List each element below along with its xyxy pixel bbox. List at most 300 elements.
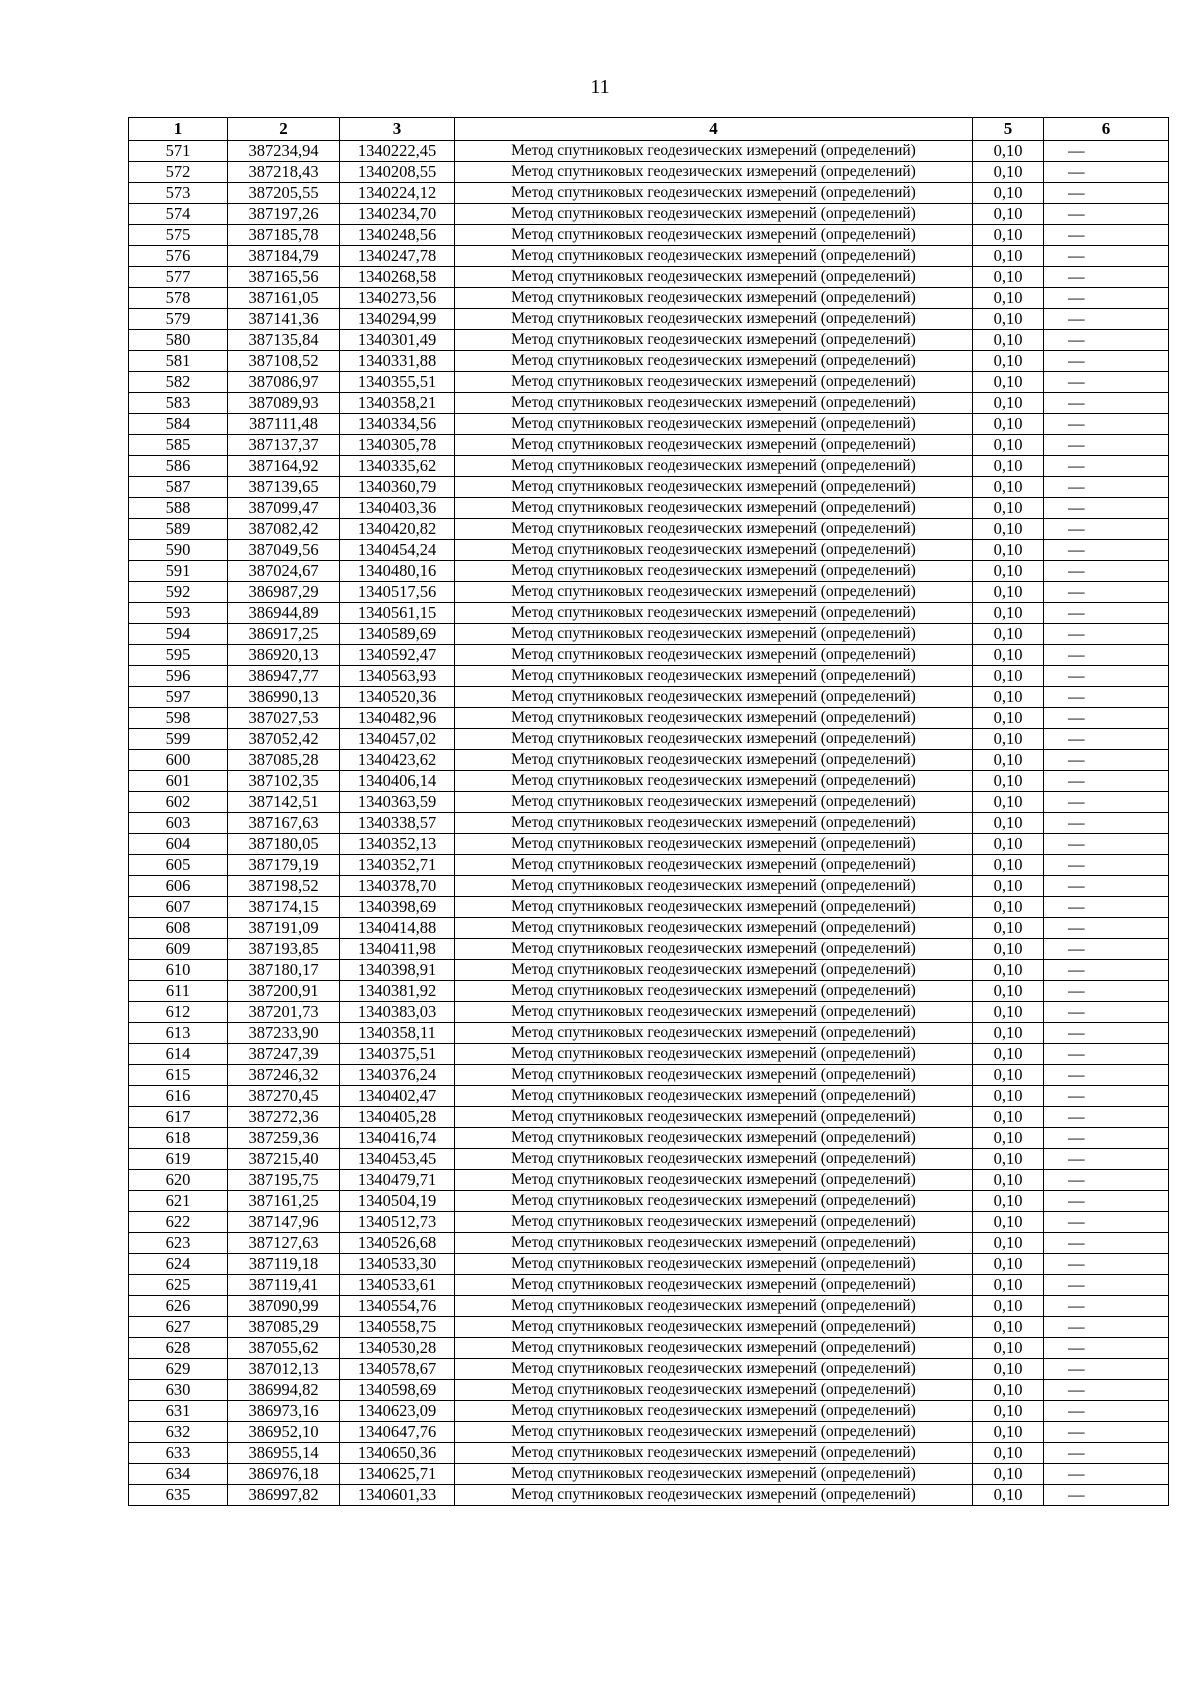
y-coordinate-cell: 1340398,91 [340,960,455,981]
method-cell: Метод спутниковых геодезических измерений (определений) [455,981,973,1002]
point-number-cell: 604 [129,834,228,855]
method-cell: Метод спутниковых геодезических измерений (определений) [455,1401,973,1422]
x-coordinate-cell: 387137,37 [228,435,340,456]
description-cell: — [1044,414,1169,435]
method-cell: Метод спутниковых геодезических измерений (определений) [455,456,973,477]
description-cell: — [1044,1464,1169,1485]
method-cell: Метод спутниковых геодезических измерений (определений) [455,414,973,435]
description-cell: — [1044,792,1169,813]
table-row [129,435,1169,456]
accuracy-cell: 0,10 [973,519,1044,540]
y-coordinate-cell: 1340420,82 [340,519,455,540]
method-cell: Метод спутниковых геодезических измерений (определений) [455,519,973,540]
y-coordinate-cell: 1340376,24 [340,1065,455,1086]
table-row [129,960,1169,981]
description-cell: — [1044,309,1169,330]
table-row [129,477,1169,498]
x-coordinate-cell: 387270,45 [228,1086,340,1107]
point-number-cell: 579 [129,309,228,330]
accuracy-cell: 0,10 [973,1464,1044,1485]
description-cell: — [1044,1443,1169,1464]
point-number-cell: 595 [129,645,228,666]
x-coordinate-cell: 387055,62 [228,1338,340,1359]
description-cell: — [1044,708,1169,729]
x-coordinate-cell: 387085,28 [228,750,340,771]
y-coordinate-cell: 1340530,28 [340,1338,455,1359]
point-number-cell: 615 [129,1065,228,1086]
table-row [129,855,1169,876]
point-number-cell: 619 [129,1149,228,1170]
y-coordinate-cell: 1340533,61 [340,1275,455,1296]
y-coordinate-cell: 1340411,98 [340,939,455,960]
method-cell: Метод спутниковых геодезических измерений (определений) [455,225,973,246]
accuracy-cell: 0,10 [973,1044,1044,1065]
method-cell: Метод спутниковых геодезических измерений (определений) [455,687,973,708]
x-coordinate-cell: 387108,52 [228,351,340,372]
accuracy-cell: 0,10 [973,540,1044,561]
table-row [129,1317,1169,1338]
accuracy-cell: 0,10 [973,1422,1044,1443]
accuracy-cell: 0,10 [973,918,1044,939]
x-coordinate-cell: 387052,42 [228,729,340,750]
accuracy-cell: 0,10 [973,813,1044,834]
accuracy-cell: 0,10 [973,1275,1044,1296]
point-number-cell: 582 [129,372,228,393]
table-row [129,876,1169,897]
table-row [129,1023,1169,1044]
accuracy-cell: 0,10 [973,498,1044,519]
y-coordinate-cell: 1340406,14 [340,771,455,792]
x-coordinate-cell: 387127,63 [228,1233,340,1254]
x-coordinate-cell: 386917,25 [228,624,340,645]
table-row [129,1065,1169,1086]
table-header-row [129,118,1169,141]
x-coordinate-cell: 387139,65 [228,477,340,498]
table-row [129,330,1169,351]
y-coordinate-cell: 1340355,51 [340,372,455,393]
x-coordinate-cell: 387119,18 [228,1254,340,1275]
description-cell: — [1044,1002,1169,1023]
description-cell: — [1044,876,1169,897]
table-row [129,750,1169,771]
y-coordinate-cell: 1340381,92 [340,981,455,1002]
x-coordinate-cell: 387141,36 [228,309,340,330]
y-coordinate-cell: 1340558,75 [340,1317,455,1338]
x-coordinate-cell: 387201,73 [228,1002,340,1023]
method-cell: Метод спутниковых геодезических измерений (определений) [455,1191,973,1212]
x-coordinate-cell: 387161,05 [228,288,340,309]
description-cell: — [1044,540,1169,561]
method-cell: Метод спутниковых геодезических измерений (определений) [455,939,973,960]
description-cell: — [1044,1170,1169,1191]
method-cell: Метод спутниковых геодезических измерений (определений) [455,792,973,813]
method-cell: Метод спутниковых геодезических измерений (определений) [455,834,973,855]
method-cell: Метод спутниковых геодезических измерений (определений) [455,183,973,204]
y-coordinate-cell: 1340647,76 [340,1422,455,1443]
point-number-cell: 578 [129,288,228,309]
y-coordinate-cell: 1340363,59 [340,792,455,813]
table-row [129,372,1169,393]
table-row [129,834,1169,855]
y-coordinate-cell: 1340561,15 [340,603,455,624]
table-row [129,351,1169,372]
accuracy-cell: 0,10 [973,225,1044,246]
y-coordinate-cell: 1340383,03 [340,1002,455,1023]
x-coordinate-cell: 387198,52 [228,876,340,897]
x-coordinate-cell: 387147,96 [228,1212,340,1233]
point-number-cell: 591 [129,561,228,582]
table-row [129,540,1169,561]
table-row [129,1296,1169,1317]
x-coordinate-cell: 387111,48 [228,414,340,435]
point-number-cell: 612 [129,1002,228,1023]
method-cell: Метод спутниковых геодезических измерений (определений) [455,666,973,687]
accuracy-cell: 0,10 [973,666,1044,687]
table-row [129,666,1169,687]
column-header-3: 3 [340,118,455,141]
x-coordinate-cell: 387174,15 [228,897,340,918]
accuracy-cell: 0,10 [973,1443,1044,1464]
y-coordinate-cell: 1340402,47 [340,1086,455,1107]
accuracy-cell: 0,10 [973,183,1044,204]
y-coordinate-cell: 1340479,71 [340,1170,455,1191]
y-coordinate-cell: 1340480,16 [340,561,455,582]
table-row [129,1149,1169,1170]
method-cell: Метод спутниковых геодезических измерений (определений) [455,1002,973,1023]
table-row [129,624,1169,645]
page-number: 11 [590,76,610,98]
accuracy-cell: 0,10 [973,834,1044,855]
y-coordinate-cell: 1340273,56 [340,288,455,309]
x-coordinate-cell: 387272,36 [228,1107,340,1128]
accuracy-cell: 0,10 [973,1380,1044,1401]
accuracy-cell: 0,10 [973,603,1044,624]
point-number-cell: 584 [129,414,228,435]
y-coordinate-cell: 1340208,55 [340,162,455,183]
method-cell: Метод спутниковых геодезических измерений (определений) [455,1338,973,1359]
x-coordinate-cell: 386987,29 [228,582,340,603]
point-number-cell: 620 [129,1170,228,1191]
point-number-cell: 573 [129,183,228,204]
description-cell: — [1044,351,1169,372]
point-number-cell: 631 [129,1401,228,1422]
method-cell: Метод спутниковых геодезических измерений (определений) [455,1422,973,1443]
point-number-cell: 605 [129,855,228,876]
description-cell: — [1044,603,1169,624]
method-cell: Метод спутниковых геодезических измерений (определений) [455,288,973,309]
description-cell: — [1044,1359,1169,1380]
x-coordinate-cell: 387195,75 [228,1170,340,1191]
table-row [129,1359,1169,1380]
point-number-cell: 623 [129,1233,228,1254]
method-cell: Метод спутниковых геодезических измерений (определений) [455,435,973,456]
table-row [129,687,1169,708]
accuracy-cell: 0,10 [973,855,1044,876]
x-coordinate-cell: 387090,99 [228,1296,340,1317]
method-cell: Метод спутниковых геодезических измерений (определений) [455,918,973,939]
point-number-cell: 603 [129,813,228,834]
x-coordinate-cell: 387246,32 [228,1065,340,1086]
column-header-6: 6 [1044,118,1169,141]
table-row [129,918,1169,939]
method-cell: Метод спутниковых геодезических измерений (определений) [455,855,973,876]
point-number-cell: 611 [129,981,228,1002]
table-row [129,1380,1169,1401]
point-number-cell: 629 [129,1359,228,1380]
y-coordinate-cell: 1340338,57 [340,813,455,834]
x-coordinate-cell: 387193,85 [228,939,340,960]
x-coordinate-cell: 386955,14 [228,1443,340,1464]
method-cell: Метод спутниковых геодезических измерений (определений) [455,1359,973,1380]
method-cell: Метод спутниковых геодезических измерений (определений) [455,1149,973,1170]
method-cell: Метод спутниковых геодезических измерений (определений) [455,771,973,792]
description-cell: — [1044,1485,1169,1506]
x-coordinate-cell: 387082,42 [228,519,340,540]
y-coordinate-cell: 1340403,36 [340,498,455,519]
table-row [129,267,1169,288]
x-coordinate-cell: 387197,26 [228,204,340,225]
table-row [129,1422,1169,1443]
method-cell: Метод спутниковых геодезических измерений (определений) [455,477,973,498]
method-cell: Метод спутниковых геодезических измерений (определений) [455,1128,973,1149]
description-cell: — [1044,267,1169,288]
table-row [129,393,1169,414]
accuracy-cell: 0,10 [973,624,1044,645]
description-cell: — [1044,1086,1169,1107]
point-number-cell: 606 [129,876,228,897]
y-coordinate-cell: 1340268,58 [340,267,455,288]
accuracy-cell: 0,10 [973,708,1044,729]
y-coordinate-cell: 1340598,69 [340,1380,455,1401]
table-row [129,1002,1169,1023]
x-coordinate-cell: 387135,84 [228,330,340,351]
method-cell: Метод спутниковых геодезических измерений (определений) [455,1170,973,1191]
method-cell: Метод спутниковых геодезических измерений (определений) [455,1233,973,1254]
y-coordinate-cell: 1340352,13 [340,834,455,855]
point-number-cell: 590 [129,540,228,561]
method-cell: Метод спутниковых геодезических измерений (определений) [455,267,973,288]
table-row [129,771,1169,792]
table-row [129,561,1169,582]
point-number-cell: 624 [129,1254,228,1275]
x-coordinate-cell: 386947,77 [228,666,340,687]
table-row [129,246,1169,267]
description-cell: — [1044,393,1169,414]
table-row [129,183,1169,204]
description-cell: — [1044,939,1169,960]
y-coordinate-cell: 1340625,71 [340,1464,455,1485]
accuracy-cell: 0,10 [973,771,1044,792]
description-cell: — [1044,1380,1169,1401]
x-coordinate-cell: 387247,39 [228,1044,340,1065]
column-header-5: 5 [973,118,1044,141]
accuracy-cell: 0,10 [973,330,1044,351]
description-cell: — [1044,666,1169,687]
table-row [129,1212,1169,1233]
table-row [129,1233,1169,1254]
y-coordinate-cell: 1340589,69 [340,624,455,645]
description-cell: — [1044,918,1169,939]
x-coordinate-cell: 387180,17 [228,960,340,981]
x-coordinate-cell: 387234,94 [228,141,340,162]
description-cell: — [1044,981,1169,1002]
point-number-cell: 597 [129,687,228,708]
point-number-cell: 600 [129,750,228,771]
point-number-cell: 607 [129,897,228,918]
description-cell: — [1044,1149,1169,1170]
table-row [129,1401,1169,1422]
x-coordinate-cell: 386973,16 [228,1401,340,1422]
table-row [129,1443,1169,1464]
method-cell: Метод спутниковых геодезических измерений (определений) [455,204,973,225]
x-coordinate-cell: 387179,19 [228,855,340,876]
point-number-cell: 571 [129,141,228,162]
description-cell: — [1044,1065,1169,1086]
column-header-1: 1 [129,118,228,141]
point-number-cell: 613 [129,1023,228,1044]
point-number-cell: 618 [129,1128,228,1149]
description-cell: — [1044,960,1169,981]
method-cell: Метод спутниковых геодезических измерений (определений) [455,750,973,771]
y-coordinate-cell: 1340358,11 [340,1023,455,1044]
description-cell: — [1044,645,1169,666]
table-row [129,1128,1169,1149]
description-cell: — [1044,435,1169,456]
y-coordinate-cell: 1340335,62 [340,456,455,477]
y-coordinate-cell: 1340334,56 [340,414,455,435]
table-row [129,519,1169,540]
y-coordinate-cell: 1340453,45 [340,1149,455,1170]
point-number-cell: 574 [129,204,228,225]
y-coordinate-cell: 1340650,36 [340,1443,455,1464]
accuracy-cell: 0,10 [973,435,1044,456]
x-coordinate-cell: 386997,82 [228,1485,340,1506]
y-coordinate-cell: 1340224,12 [340,183,455,204]
description-cell: — [1044,498,1169,519]
table-row [129,1044,1169,1065]
y-coordinate-cell: 1340520,36 [340,687,455,708]
accuracy-cell: 0,10 [973,393,1044,414]
method-cell: Метод спутниковых геодезических измерений (определений) [455,561,973,582]
table-row [129,897,1169,918]
description-cell: — [1044,687,1169,708]
method-cell: Метод спутниковых геодезических измерений (определений) [455,309,973,330]
table-row [129,309,1169,330]
accuracy-cell: 0,10 [973,351,1044,372]
y-coordinate-cell: 1340352,71 [340,855,455,876]
method-cell: Метод спутниковых геодезических измерений (определений) [455,498,973,519]
x-coordinate-cell: 387167,63 [228,813,340,834]
description-cell: — [1044,813,1169,834]
x-coordinate-cell: 387099,47 [228,498,340,519]
point-number-cell: 599 [129,729,228,750]
method-cell: Метод спутниковых геодезических измерений (определений) [455,141,973,162]
y-coordinate-cell: 1340301,49 [340,330,455,351]
accuracy-cell: 0,10 [973,456,1044,477]
table-row [129,141,1169,162]
point-number-cell: 634 [129,1464,228,1485]
method-cell: Метод спутниковых геодезических измерений (определений) [455,624,973,645]
accuracy-cell: 0,10 [973,141,1044,162]
y-coordinate-cell: 1340247,78 [340,246,455,267]
point-number-cell: 588 [129,498,228,519]
accuracy-cell: 0,10 [973,477,1044,498]
description-cell: — [1044,1107,1169,1128]
point-number-cell: 601 [129,771,228,792]
point-number-cell: 581 [129,351,228,372]
table-row [129,225,1169,246]
point-number-cell: 596 [129,666,228,687]
method-cell: Метод спутниковых геодезических измерений (определений) [455,1380,973,1401]
x-coordinate-cell: 387191,09 [228,918,340,939]
description-cell: — [1044,246,1169,267]
point-number-cell: 610 [129,960,228,981]
x-coordinate-cell: 386944,89 [228,603,340,624]
point-number-cell: 575 [129,225,228,246]
table-row [129,498,1169,519]
method-cell: Метод спутниковых геодезических измерений (определений) [455,372,973,393]
accuracy-cell: 0,10 [973,750,1044,771]
description-cell: — [1044,1044,1169,1065]
x-coordinate-cell: 386920,13 [228,645,340,666]
table-row [129,1191,1169,1212]
point-number-cell: 609 [129,939,228,960]
table-row [129,939,1169,960]
method-cell: Метод спутниковых геодезических измерений (определений) [455,540,973,561]
accuracy-cell: 0,10 [973,267,1044,288]
table-row [129,1338,1169,1359]
accuracy-cell: 0,10 [973,897,1044,918]
y-coordinate-cell: 1340601,33 [340,1485,455,1506]
x-coordinate-cell: 386976,18 [228,1464,340,1485]
accuracy-cell: 0,10 [973,645,1044,666]
description-cell: — [1044,162,1169,183]
point-number-cell: 580 [129,330,228,351]
table-row [129,1485,1169,1506]
point-number-cell: 576 [129,246,228,267]
point-number-cell: 593 [129,603,228,624]
description-cell: — [1044,834,1169,855]
method-cell: Метод спутниковых геодезических измерений (определений) [455,1485,973,1506]
table-row [129,1464,1169,1485]
description-cell: — [1044,1191,1169,1212]
accuracy-cell: 0,10 [973,1401,1044,1422]
method-cell: Метод спутниковых геодезических измерений (определений) [455,708,973,729]
description-cell: — [1044,330,1169,351]
point-number-cell: 633 [129,1443,228,1464]
method-cell: Метод спутниковых геодезических измерений (определений) [455,1443,973,1464]
x-coordinate-cell: 387089,93 [228,393,340,414]
method-cell: Метод спутниковых геодезических измерений (определений) [455,1317,973,1338]
method-cell: Метод спутниковых геодезических измерений (определений) [455,1044,973,1065]
description-cell: — [1044,1212,1169,1233]
y-coordinate-cell: 1340416,74 [340,1128,455,1149]
y-coordinate-cell: 1340222,45 [340,141,455,162]
point-number-cell: 586 [129,456,228,477]
description-cell: — [1044,624,1169,645]
x-coordinate-cell: 387218,43 [228,162,340,183]
description-cell: — [1044,750,1169,771]
description-cell: — [1044,855,1169,876]
accuracy-cell: 0,10 [973,1002,1044,1023]
x-coordinate-cell: 387142,51 [228,792,340,813]
x-coordinate-cell: 387215,40 [228,1149,340,1170]
table-row [129,708,1169,729]
method-cell: Метод спутниковых геодезических измерений (определений) [455,1296,973,1317]
table-row [129,1254,1169,1275]
description-cell: — [1044,1254,1169,1275]
description-cell: — [1044,1317,1169,1338]
